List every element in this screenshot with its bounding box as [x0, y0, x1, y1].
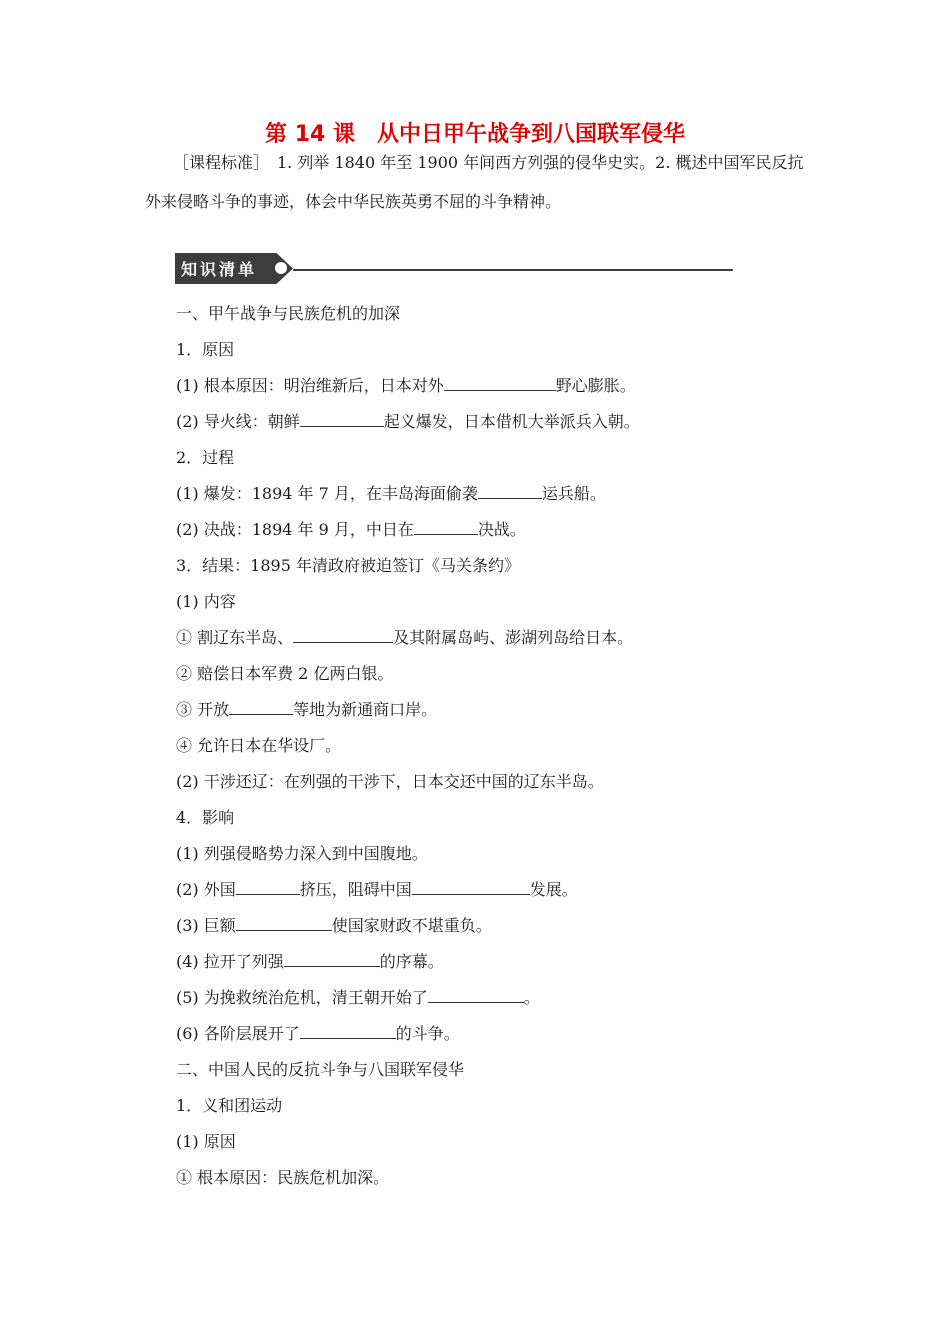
- curriculum-standard-line-2: 外来侵略斗争的事迹，体会中华民族英勇不屈的斗争精神。: [145, 192, 562, 211]
- heading-2: 二、中国人民的反抗斗争与八国联军侵华: [176, 1060, 465, 1079]
- text-line: (1) 内容: [176, 592, 236, 611]
- section-badge-label: 知识清单: [181, 260, 258, 279]
- fill-blank-line: (3) 巨额 使国家财政不堪重负。: [176, 916, 492, 935]
- heading-1: 一、甲午战争与民族危机的加深: [176, 304, 401, 323]
- text-line: ④ 允许日本在华设厂。: [176, 736, 342, 755]
- fill-blank-line: (6) 各阶层展开了 的斗争。: [176, 1024, 460, 1043]
- answer-blank[interactable]: [236, 914, 332, 931]
- fill-blank-line: (2) 决战：1894 年 9 月，中日在 决战。: [176, 520, 526, 539]
- subheading: 3．结果：1895 年清政府被迫签订《马关条约》: [176, 556, 520, 575]
- answer-blank[interactable]: [284, 950, 380, 967]
- answer-blank[interactable]: [236, 878, 300, 895]
- fill-blank-line: (1) 根本原因：明治维新后，日本对外 野心膨胀。: [176, 376, 636, 395]
- subheading: 2．过程: [176, 448, 235, 467]
- fill-blank-line: (2) 外国 挤压，阻碍中国 发展。: [176, 880, 578, 899]
- text-line: (1) 原因: [176, 1132, 236, 1151]
- answer-blank[interactable]: [229, 698, 293, 715]
- answer-blank[interactable]: [300, 1022, 396, 1039]
- text-line: (2) 干涉还辽：在列强的干涉下，日本交还中国的辽东半岛。: [176, 772, 604, 791]
- subheading: 4．影响: [176, 808, 235, 827]
- section-header: [175, 253, 565, 285]
- answer-blank[interactable]: [414, 518, 478, 535]
- subheading: 1．义和团运动: [176, 1096, 283, 1115]
- answer-blank[interactable]: [412, 878, 530, 895]
- answer-blank[interactable]: [293, 626, 393, 643]
- text-line: (1) 列强侵略势力深入到中国腹地。: [176, 844, 428, 863]
- bullet-dot-icon: [275, 262, 287, 274]
- subheading: 1．原因: [176, 340, 235, 359]
- lesson-title: 第 14 课 从中日甲午战争到八国联军侵华: [265, 122, 685, 147]
- fill-blank-line: (4) 拉开了列强 的序幕。: [176, 952, 444, 971]
- fill-blank-line: ① 割辽东半岛、 及其附属岛屿、澎湖列岛给日本。: [176, 628, 634, 647]
- fill-blank-line: (5) 为挽救统治危机，清王朝开始了 。: [176, 988, 540, 1007]
- fill-blank-line: ③ 开放 等地为新通商口岸。: [176, 700, 438, 719]
- answer-blank[interactable]: [478, 482, 542, 499]
- answer-blank[interactable]: [444, 374, 556, 391]
- text-line: ② 赔偿日本军费 2 亿两白银。: [176, 664, 394, 683]
- answer-blank[interactable]: [300, 410, 384, 427]
- curriculum-standard-line-1: ［课程标准］ 1. 列举 1840 年至 1900 年间西方列强的侵华史实。2. 概述中国军民反抗: [173, 153, 804, 172]
- section-divider: [293, 269, 733, 271]
- text-line: ① 根本原因：民族危机加深。: [176, 1168, 390, 1187]
- answer-blank[interactable]: [428, 986, 524, 1003]
- fill-blank-line: (1) 爆发：1894 年 7 月，在丰岛海面偷袭 运兵船。: [176, 484, 606, 503]
- fill-blank-line: (2) 导火线：朝鲜 起义爆发，日本借机大举派兵入朝。: [176, 412, 640, 431]
